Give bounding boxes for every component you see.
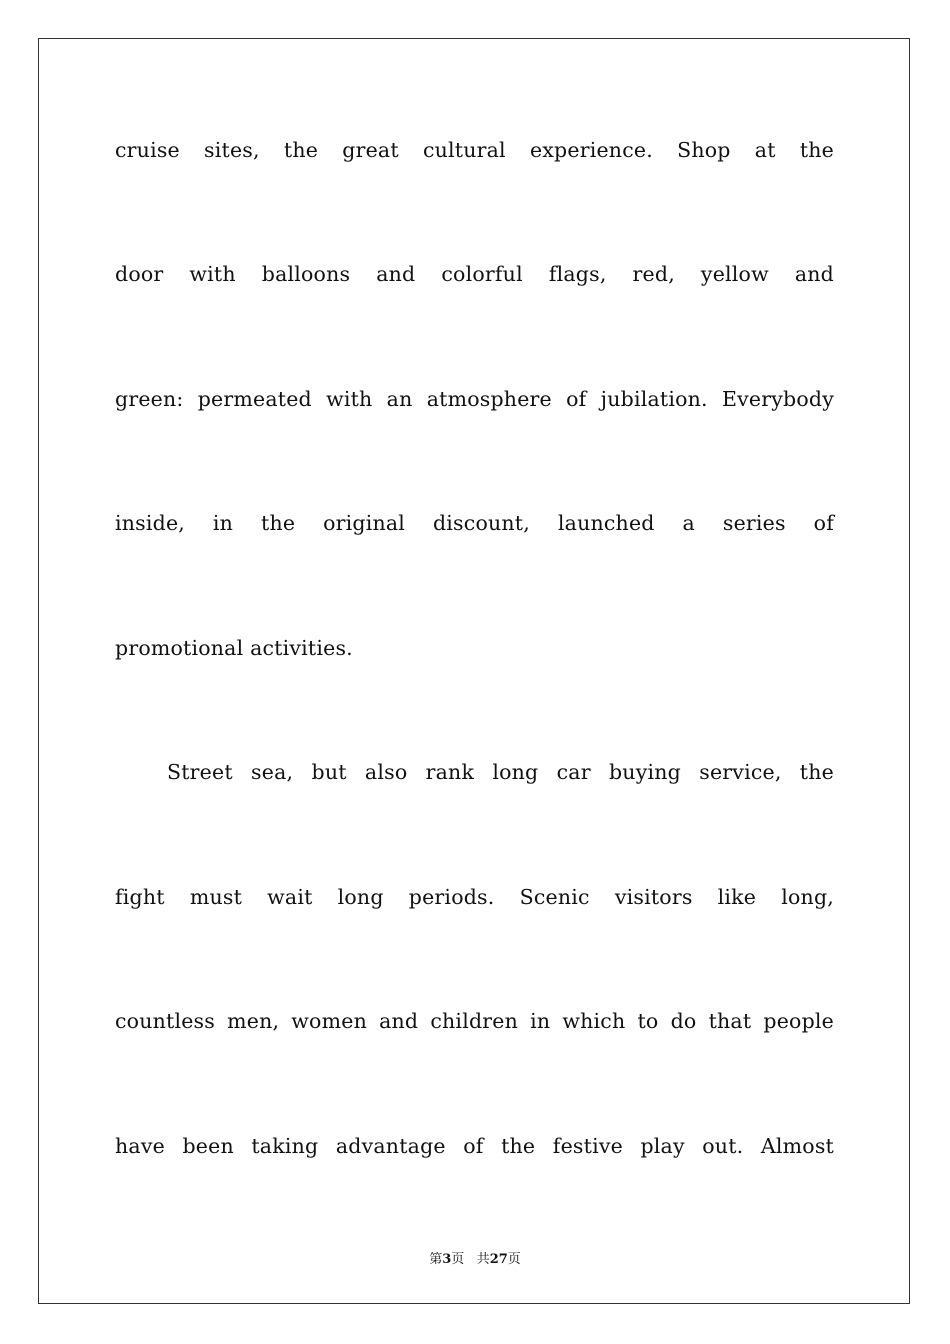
footer-total-pages: 27 [489, 1252, 508, 1267]
text-line: have been taking advantage of the festive play out. Almost [115, 1134, 834, 1158]
footer-page-suffix: 页 [451, 1252, 465, 1267]
page-footer [0, 1248, 950, 1267]
text-line: promotional activities. [115, 636, 353, 660]
text-line: green: permeated with an atmosphere of jubilation. Everybody [115, 387, 834, 411]
footer-total-prefix: 共 [476, 1252, 490, 1267]
footer-page-number: 3 [442, 1252, 452, 1267]
page-border [38, 38, 910, 1304]
text-line: cruise sites, the great cultural experience. Shop at the [115, 138, 834, 162]
footer-total-suffix: 页 [507, 1252, 521, 1267]
text-line: inside, in the original discount, launched a series of [115, 511, 834, 535]
text-line: fight must wait long periods. Scenic visitors like long, [115, 885, 834, 909]
text-line: countless men, women and children in which to do that people [115, 1009, 834, 1033]
text-line: Street sea, but also rank long car buying service, the [167, 760, 834, 784]
text-line: door with balloons and colorful flags, red, yellow and [115, 262, 834, 286]
footer-page-prefix: 第 [429, 1252, 443, 1267]
